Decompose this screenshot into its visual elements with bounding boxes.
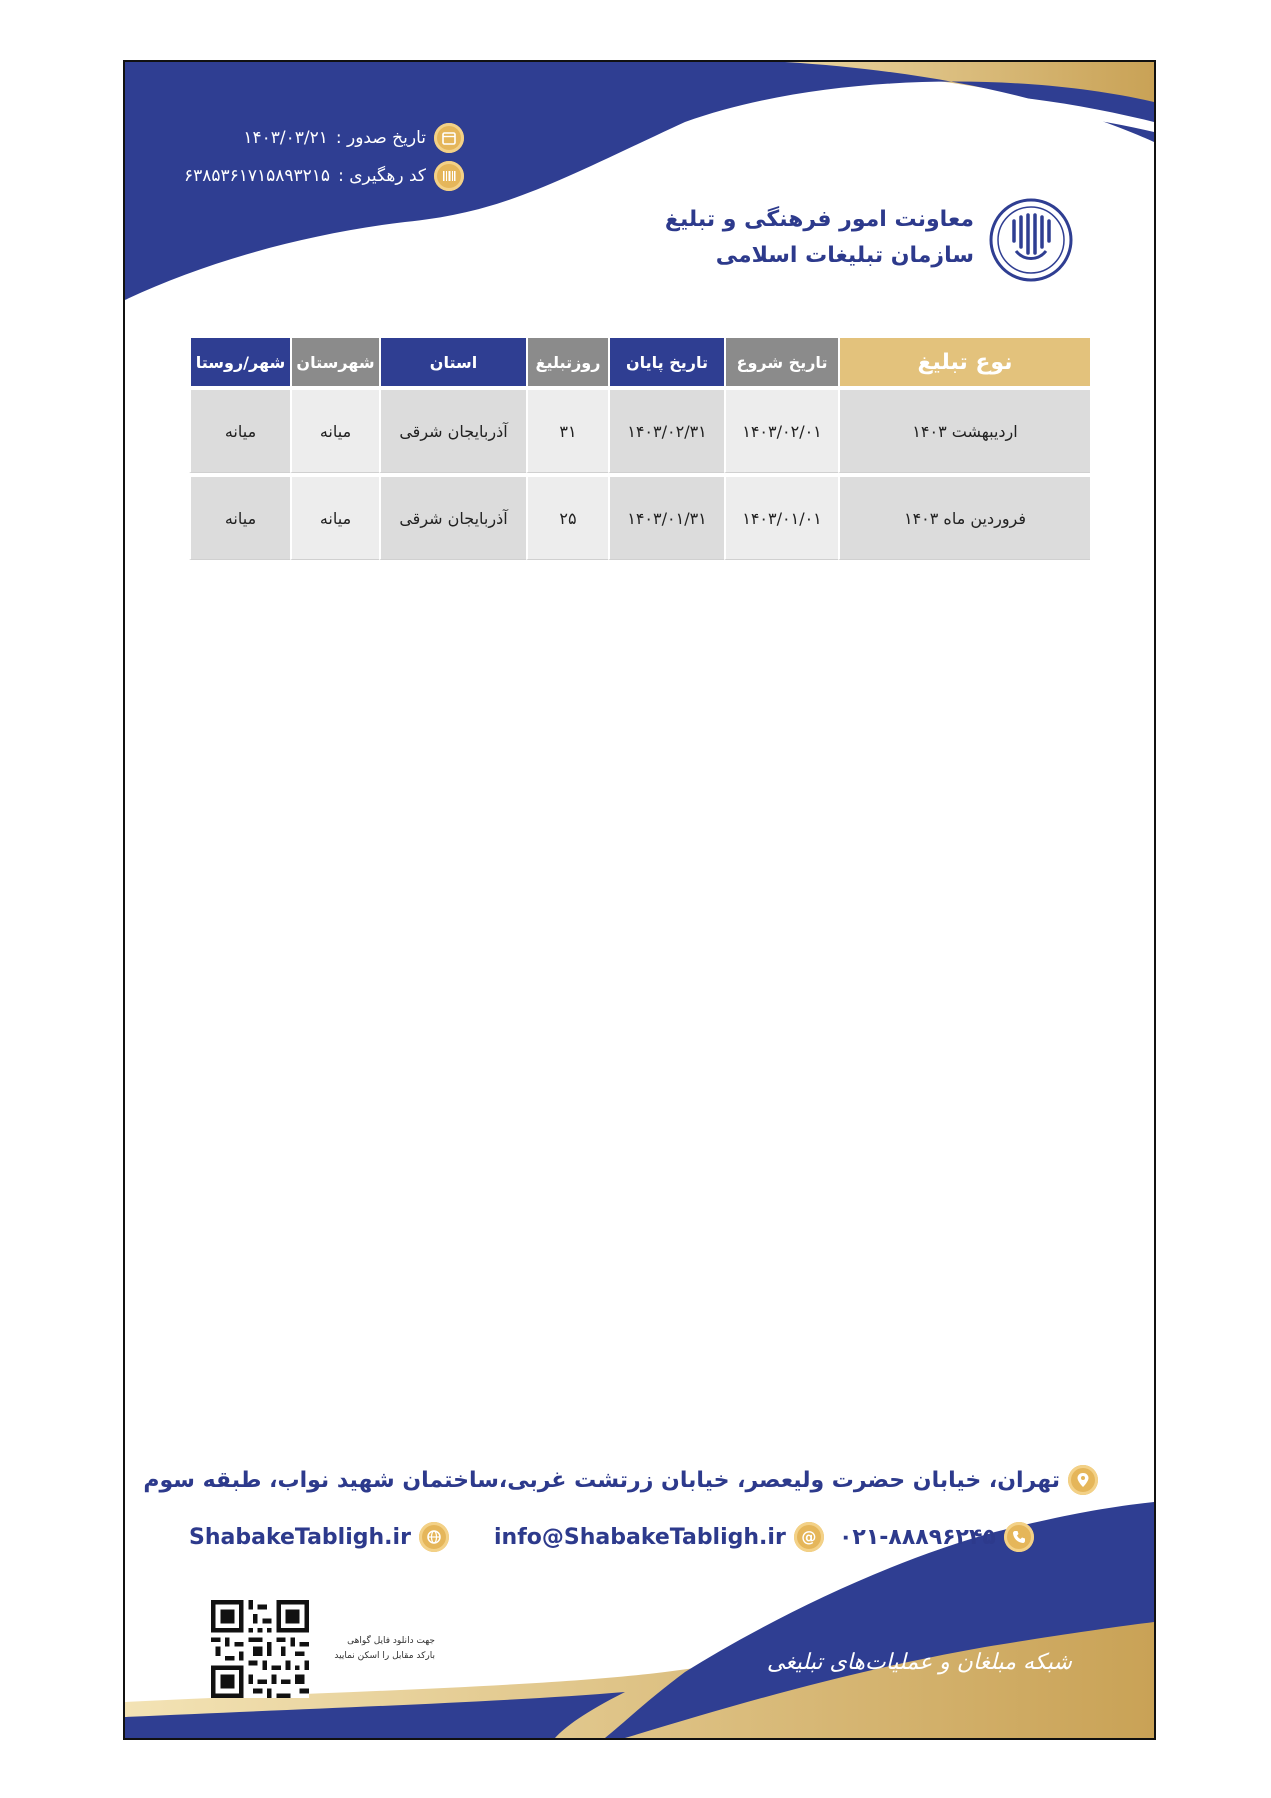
cell-end: ۱۴۰۳/۰۱/۳۱ — [608, 473, 724, 560]
organization-name — [665, 202, 974, 274]
contact-row — [189, 1522, 1099, 1562]
certificate-page — [123, 60, 1156, 1740]
email-text[interactable]: info@ShabakeTabligh.ir — [494, 1524, 786, 1550]
cell-city: میانه — [189, 386, 290, 473]
phone-contact[interactable] — [839, 1522, 1034, 1552]
at-sign-icon: @ — [794, 1522, 824, 1552]
col-days-header: روزتبلیغ — [526, 338, 608, 386]
calendar-icon — [434, 123, 464, 153]
org-deputy-title: معاونت امور فرهنگی و تبلیغ — [664, 207, 974, 232]
cell-county: میانه — [290, 473, 379, 560]
address-text: تهران، خیابان حضرت ولیعصر، خیابان زرتشت غربی،ساختمان شهید نواب، طبقه سوم — [143, 1467, 1060, 1493]
cell-end: ۱۴۰۳/۰۲/۳۱ — [608, 386, 724, 473]
cell-days: ۳۱ — [526, 386, 608, 473]
cell-start: ۱۴۰۳/۰۲/۰۱ — [724, 386, 838, 473]
website-contact[interactable] — [189, 1522, 449, 1552]
website-text[interactable]: ShabakeTabligh.ir — [189, 1524, 411, 1550]
cell-type: اردیبهشت ۱۴۰۳ — [838, 386, 1090, 473]
qr-instructions-line1: جهت دانلود فایل گواهی — [347, 1636, 435, 1646]
cell-city: میانه — [189, 473, 290, 560]
barcode-icon — [434, 161, 464, 191]
network-signature: شبکه مبلغان و عملیات‌های تبلیغی — [766, 1650, 1072, 1675]
qr-instructions-line2: بارکد مقابل را اسکن نمایید — [334, 1651, 435, 1661]
phone-text[interactable]: ۰۲۱-۸۸۸۹۶۲۴۵ — [839, 1524, 996, 1550]
col-start-header: تاریخ شروع — [724, 338, 838, 386]
issue-date-label: تاریخ صدور : — [335, 128, 426, 148]
org-name: سازمان تبلیغات اسلامی — [715, 243, 974, 268]
globe-icon — [419, 1522, 449, 1552]
table-header-row — [189, 338, 1090, 386]
issue-date-row — [184, 119, 464, 157]
cell-province: آذربایجان شرقی — [379, 386, 526, 473]
cell-county: میانه — [290, 386, 379, 473]
col-type-header: نوع تبلیغ — [838, 338, 1090, 386]
col-city-header: شهر/روستا — [189, 338, 290, 386]
tracking-code-label: کد رهگیری : — [338, 166, 426, 186]
issue-date-value: ۱۴۰۳/۰۳/۲۱ — [243, 128, 328, 148]
tracking-code-row — [184, 157, 464, 195]
tracking-code-value: ۶۳۸۵۳۶۱۷۱۵۸۹۳۲۱۵ — [183, 166, 331, 186]
location-pin-icon — [1068, 1465, 1098, 1495]
email-contact[interactable] — [494, 1522, 824, 1552]
phone-icon — [1004, 1522, 1034, 1552]
cell-type: فروردین ماه ۱۴۰۳ — [838, 473, 1090, 560]
issue-info — [184, 119, 464, 195]
address-line — [143, 1465, 1098, 1495]
organization-emblem — [988, 197, 1074, 283]
col-end-header: تاریخ پایان — [608, 338, 724, 386]
cell-days: ۲۵ — [526, 473, 608, 560]
cell-start: ۱۴۰۳/۰۱/۰۱ — [724, 473, 838, 560]
col-province-header: استان — [379, 338, 526, 386]
qr-instructions — [315, 1634, 435, 1664]
col-county-header: شهرستان — [290, 338, 379, 386]
table-row — [189, 386, 1090, 473]
tabligh-table — [189, 338, 1090, 560]
table-row — [189, 473, 1090, 560]
cell-province: آذربایجان شرقی — [379, 473, 526, 560]
qr-code[interactable] — [211, 1600, 309, 1698]
